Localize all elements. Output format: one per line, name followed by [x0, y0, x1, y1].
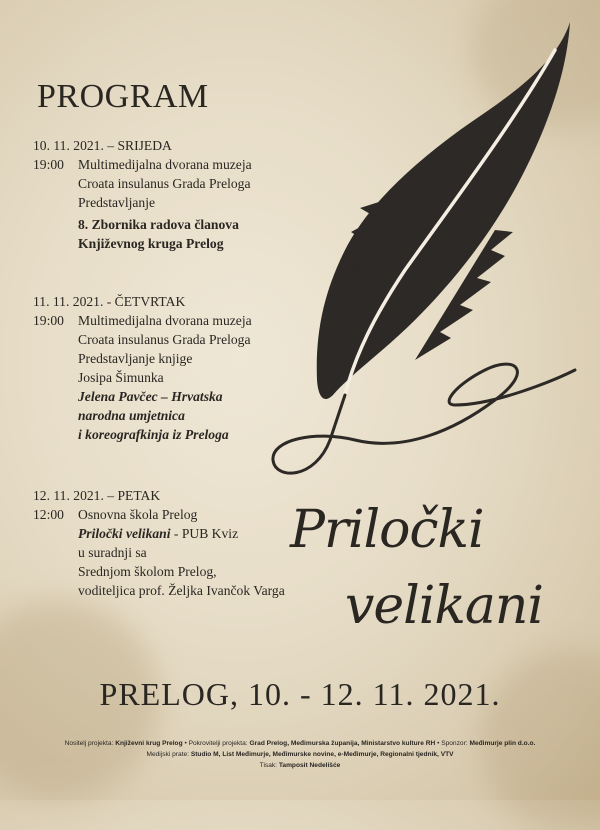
credits-line	[0, 740, 600, 747]
event-description: Srednjom školom Prelog,	[78, 564, 217, 579]
event-description: - PUB Kviz	[170, 526, 239, 541]
event-venue: Croata insulanus Grada Preloga	[78, 176, 251, 191]
event-time: 19:00	[33, 157, 64, 172]
event-description: u suradnji sa	[78, 545, 147, 560]
event-highlight: Jelena Pavčec – Hrvatska	[78, 389, 223, 404]
event-date: 11. 11. 2021. - ČETVRTAK	[33, 294, 186, 309]
event-block	[33, 486, 285, 600]
event-time: 19:00	[33, 313, 64, 328]
credit-label: • Sponzor:	[437, 740, 468, 747]
script-title-line2: velikani	[345, 576, 544, 636]
event-venue: Multimedijalna dvorana muzeja	[78, 313, 252, 328]
event-description: Predstavljanje knjige	[78, 351, 193, 366]
event-venue: Multimedijalna dvorana muzeja	[78, 157, 252, 172]
event-highlight: i koreografkinja iz Preloga	[78, 427, 229, 442]
credit-label: • Pokrovitelji projekta:	[184, 740, 248, 747]
credit-value: Grad Prelog, Međimurska županija, Ministarstvo kulture RH	[249, 740, 436, 747]
event-highlight: narodna umjetnica	[78, 408, 185, 423]
credit-label: Medijski prate:	[146, 751, 189, 758]
credit-value: Književni krug Prelog	[115, 740, 183, 747]
credit-value: Studio M, List Međimurje, Međimurske novine, e-Međimurje, Regionalni tjednik, VTV	[190, 751, 454, 758]
event-description: Predstavljanje	[78, 195, 156, 210]
credit-value: Međimurje plin d.o.o.	[469, 740, 536, 747]
event-highlight: 8. Zbornika radova članova	[78, 217, 239, 232]
credit-label: Nositelj projekta:	[64, 740, 114, 747]
credit-value: Tamposit Nedelišće	[278, 762, 341, 769]
event-highlight: Priločki velikani	[78, 526, 171, 541]
credit-label: Tisak:	[259, 762, 278, 769]
event-location-dates: PRELOG, 10. - 12. 11. 2021.	[99, 676, 501, 712]
event-description: voditeljica prof. Željka Ivančok Varga	[78, 583, 285, 598]
event-block	[33, 136, 252, 253]
event-block	[33, 292, 252, 444]
event-description: Josipa Šimunka	[78, 370, 164, 385]
event-venue: Osnovna škola Prelog	[78, 507, 198, 522]
event-venue: Croata insulanus Grada Preloga	[78, 332, 251, 347]
event-time: 12:00	[33, 507, 64, 522]
credits-line	[0, 751, 600, 758]
event-date: 10. 11. 2021. – SRIJEDA	[33, 138, 172, 153]
script-title-line1: Priločki	[290, 500, 484, 560]
event-highlight: Književnog kruga Prelog	[78, 236, 224, 251]
credits-line	[0, 762, 600, 769]
event-date: 12. 11. 2021. – PETAK	[33, 488, 161, 503]
quill-feather-icon	[255, 10, 585, 490]
program-title: PROGRAM	[37, 78, 209, 115]
